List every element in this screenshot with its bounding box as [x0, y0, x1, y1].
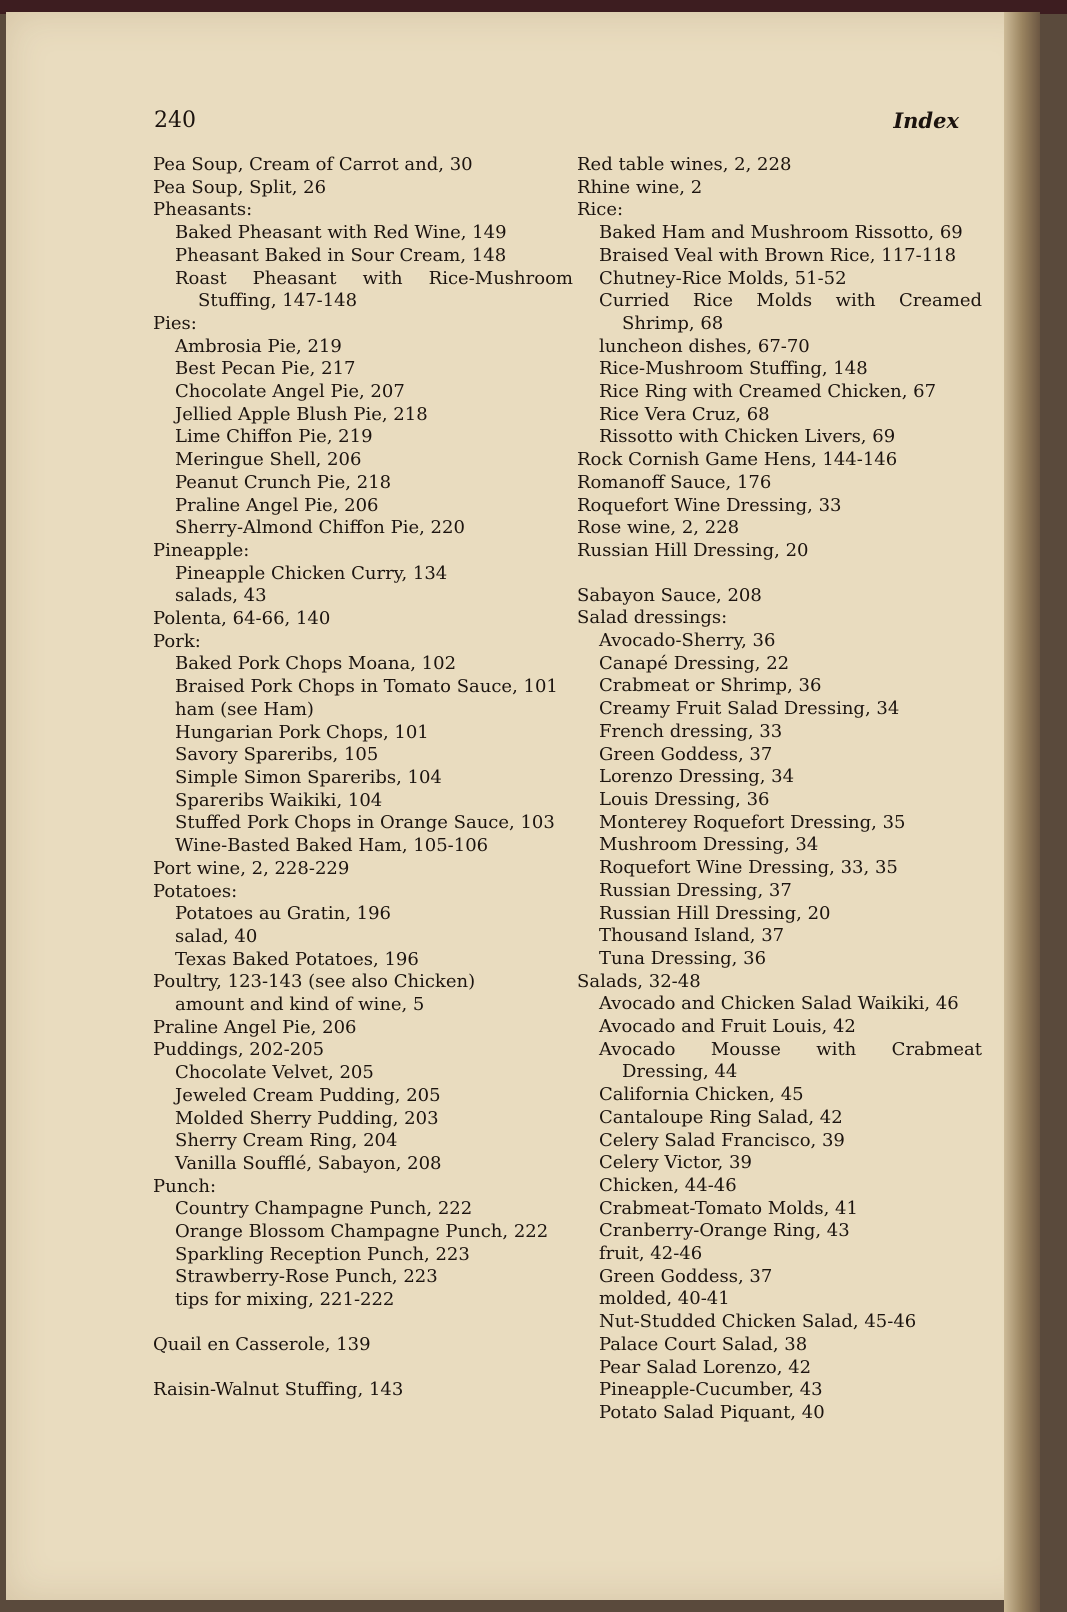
index-subentry: Rissotto with Chicken Livers, 69 [599, 426, 896, 448]
index-subentry: Jeweled Cream Pudding, 205 [175, 1084, 441, 1106]
index-entry: Rock Cornish Game Hens, 144-146 [577, 449, 898, 471]
index-entry: Russian Hill Dressing, 20 [577, 539, 809, 561]
section-gap [153, 1312, 573, 1334]
index-subentry: Lime Chiffon Pie, 219 [175, 426, 373, 448]
index-entry: Romanoff Sauce, 176 [577, 471, 772, 493]
index-subentry: Russian Dressing, 37 [599, 879, 792, 901]
index-subentry: Chutney-Rice Molds, 51-52 [599, 267, 847, 289]
index-subentry: Crabmeat-Tomato Molds, 41 [599, 1197, 858, 1219]
index-entry: Rose wine, 2, 228 [577, 517, 740, 539]
index-subentry: Crabmeat or Shrimp, 36 [599, 675, 822, 697]
index-subentry: Potato Salad Piquant, 40 [599, 1401, 825, 1423]
index-subentry: Thousand Island, 37 [599, 925, 785, 947]
index-subentry: Sherry-Almond Chiffon Pie, 220 [175, 517, 465, 539]
index-entry: Pea Soup, Split, 26 [153, 176, 327, 198]
index-subentry: molded, 40-41 [599, 1288, 730, 1310]
index-subentry: Chicken, 44-46 [599, 1174, 737, 1196]
index-subentry: Cantaloupe Ring Salad, 42 [599, 1106, 843, 1128]
index-subentry: California Chicken, 45 [599, 1084, 804, 1106]
index-entry: Polenta, 64-66, 140 [153, 608, 331, 630]
index-subentry: salad, 40 [175, 925, 258, 947]
index-entry: Poultry, 123-143 (see also Chicken) [153, 971, 476, 993]
index-entry: Praline Angel Pie, 206 [153, 1016, 357, 1038]
index-subentry: Orange Blossom Champagne Punch, 222 [175, 1221, 549, 1243]
index-subentry: Louis Dressing, 36 [599, 788, 770, 810]
index-subentry: Nut-Studded Chicken Salad, 45-46 [599, 1311, 917, 1333]
index-subentry: Lorenzo Dressing, 34 [599, 766, 795, 788]
index-entry: Quail en Casserole, 139 [153, 1333, 371, 1355]
index-subentry: Green Goddess, 37 [599, 1265, 773, 1287]
index-subentry: Palace Court Salad, 38 [599, 1333, 808, 1355]
index-subentry: Braised Veal with Brown Rice, 117-118 [599, 244, 957, 266]
index-subentry: Green Goddess, 37 [599, 743, 773, 765]
index-subentry: Rice-Mushroom Stuffing, 148 [599, 358, 868, 380]
index-subentry: Molded Sherry Pudding, 203 [175, 1107, 439, 1129]
index-subentry: Roquefort Wine Dressing, 33, 35 [599, 857, 898, 879]
index-entry: Pies: [153, 312, 197, 334]
index-subentry: Avocado-Sherry, 36 [599, 630, 776, 652]
index-subentry: Baked Ham and Mushroom Rissotto, 69 [599, 222, 963, 244]
index-entry: Sabayon Sauce, 208 [577, 584, 762, 606]
index-subentry: Best Pecan Pie, 217 [175, 358, 356, 380]
index-entry: Pork: [153, 630, 201, 652]
index-column-right [577, 154, 982, 1425]
index-subentry: Monterey Roquefort Dressing, 35 [599, 811, 906, 833]
index-entry: Rice: [577, 199, 624, 221]
index-subentry: Creamy Fruit Salad Dressing, 34 [599, 698, 900, 720]
index-subentry: Hungarian Pork Chops, 101 [175, 721, 429, 743]
section-gap [577, 563, 982, 585]
index-subentry: Mushroom Dressing, 34 [599, 834, 819, 856]
index-entry: Roquefort Wine Dressing, 33 [577, 494, 842, 516]
index-subentry: Celery Victor, 39 [599, 1152, 752, 1174]
index-subentry: ham (see Ham) [175, 698, 314, 720]
index-entry: Pea Soup, Cream of Carrot and, 30 [153, 154, 473, 175]
index-subentry: Rice Vera Cruz, 68 [599, 403, 770, 425]
index-subentry: Chocolate Velvet, 205 [175, 1062, 374, 1084]
index-subentry: Spareribs Waikiki, 104 [175, 789, 383, 811]
index-subentry: fruit, 42-46 [599, 1243, 703, 1265]
index-entry: Salad dressings: [577, 607, 728, 629]
index-subentry: Baked Pheasant with Red Wine, 149 [175, 222, 507, 244]
index-entry: Port wine, 2, 228-229 [153, 857, 350, 879]
index-subentry: Braised Pork Chops in Tomato Sauce, 101 [175, 676, 558, 698]
index-subentry: Celery Salad Francisco, 39 [599, 1129, 845, 1151]
section-gap [153, 1357, 573, 1379]
page-header [150, 104, 959, 140]
index-entry: Rhine wine, 2 [577, 176, 703, 198]
index-entry: Pheasants: [153, 199, 253, 221]
index-subentry: Savory Spareribs, 105 [175, 744, 379, 766]
index-entry: Potatoes: [153, 880, 238, 902]
index-entry: Raisin-Walnut Stuffing, 143 [153, 1378, 404, 1400]
index-entry: Punch: [153, 1175, 217, 1197]
index-subentry: Chocolate Angel Pie, 207 [175, 381, 405, 403]
index-subentry: tips for mixing, 221-222 [175, 1289, 395, 1311]
index-subentry: Stuffed Pork Chops in Orange Sauce, 103 [175, 812, 555, 834]
index-subentry: Sherry Cream Ring, 204 [175, 1130, 398, 1152]
page-spine-shadow [1004, 12, 1040, 1612]
index-subentry: Simple Simon Spareribs, 104 [175, 766, 442, 788]
index-subentry: Curried Rice Molds with Creamed Shrimp, 68 [599, 290, 982, 334]
index-subentry: Baked Pork Chops Moana, 102 [175, 653, 457, 675]
index-subentry: Wine-Basted Baked Ham, 105-106 [175, 835, 489, 857]
index-subentry: Peanut Crunch Pie, 218 [175, 471, 392, 493]
index-subentry: Jellied Apple Blush Pie, 218 [175, 403, 428, 425]
index-subentry: Pear Salad Lorenzo, 42 [599, 1356, 812, 1378]
index-subentry: Pineapple Chicken Curry, 134 [175, 562, 448, 584]
index-subentry: Avocado and Chicken Salad Waikiki, 46 [599, 993, 959, 1015]
running-head: Index [893, 108, 959, 133]
index-subentry: amount and kind of wine, 5 [175, 994, 425, 1016]
index-subentry: Rice Ring with Creamed Chicken, 67 [599, 381, 937, 403]
index-subentry: luncheon dishes, 67-70 [599, 335, 810, 357]
index-subentry: Canapé Dressing, 22 [599, 652, 790, 674]
index-subentry: Strawberry-Rose Punch, 223 [175, 1266, 438, 1288]
index-column-left [153, 154, 573, 1401]
index-entry: Red table wines, 2, 228 [577, 154, 792, 175]
page-number: 240 [154, 108, 196, 133]
index-entry: Salads, 32-48 [577, 970, 701, 992]
index-subentry: Praline Angel Pie, 206 [175, 494, 379, 516]
index-subentry: Avocado and Fruit Louis, 42 [599, 1016, 856, 1038]
index-subentry: French dressing, 33 [599, 720, 783, 742]
index-subentry: Cranberry-Orange Ring, 43 [599, 1220, 850, 1242]
index-subentry: Vanilla Soufflé, Sabayon, 208 [175, 1152, 442, 1174]
index-subentry: Russian Hill Dressing, 20 [599, 902, 831, 924]
index-subentry: Texas Baked Potatoes, 196 [175, 948, 419, 970]
index-subentry: Pheasant Baked in Sour Cream, 148 [175, 244, 507, 266]
index-subentry: Country Champagne Punch, 222 [175, 1198, 473, 1220]
index-entry: Pineapple: [153, 539, 250, 561]
index-subentry: Pineapple-Cucumber, 43 [599, 1379, 823, 1401]
index-subentry: Ambrosia Pie, 219 [175, 335, 342, 357]
index-subentry: Roast Pheasant with Rice-Mushroom Stuffing, 147-148 [175, 267, 573, 312]
index-subentry: salads, 43 [175, 585, 267, 607]
index-subentry: Meringue Shell, 206 [175, 449, 362, 471]
index-entry: Puddings, 202-205 [153, 1039, 325, 1061]
index-subentry: Tuna Dressing, 36 [599, 947, 767, 969]
index-subentry: Sparkling Reception Punch, 223 [175, 1243, 470, 1265]
index-subentry: Potatoes au Gratin, 196 [175, 903, 392, 925]
index-subentry: Avocado Mousse with Crabmeat Dressing, 44 [599, 1038, 982, 1083]
